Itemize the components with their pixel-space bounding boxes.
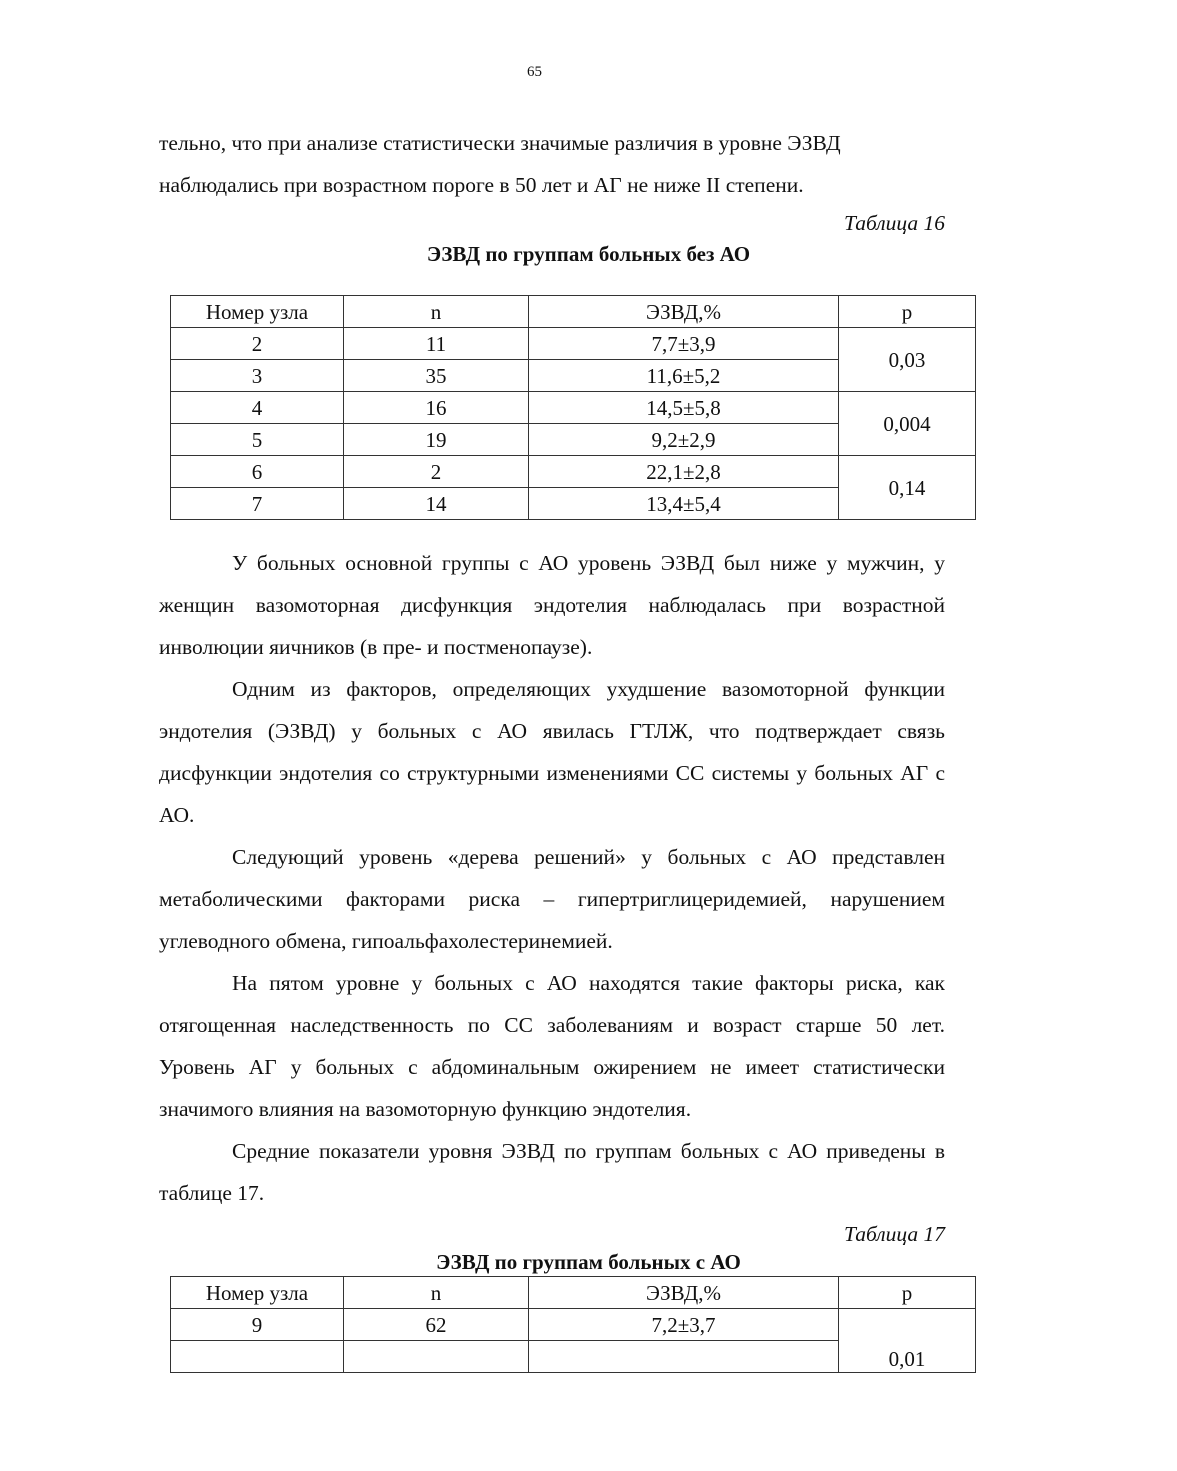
- node-cell: 2: [171, 328, 344, 360]
- table-row: [171, 328, 976, 360]
- intro-line: наблюдались при возрастном пороге в 50 лет и АГ не ниже II степени.: [159, 173, 804, 197]
- table-header-row: [171, 296, 976, 328]
- table17-label: Таблица 17: [844, 1222, 945, 1246]
- header-cell: p: [839, 1277, 976, 1309]
- n-cell: 14: [344, 488, 529, 520]
- header-cell: n: [344, 296, 529, 328]
- node-cell: 3: [171, 360, 344, 392]
- ezvd-cell: 7,2±3,7: [529, 1309, 839, 1341]
- header-cell: Номер узла: [171, 1277, 344, 1309]
- p-cell: 0,03: [839, 328, 976, 392]
- paragraph: Следующий уровень «дерева решений» у больных с АО представлен метаболическими факторами риска – гипертриглицеридемией, нарушением углеводного обмена, гипоальфахолестеринемией.: [159, 845, 945, 953]
- n-cell: 35: [344, 360, 529, 392]
- intro-line: тельно, что при анализе статистически значимые различия в уровне ЭЗВД: [159, 131, 841, 155]
- header-cell: ЭЗВД,%: [529, 296, 839, 328]
- table16-label: Таблица 16: [844, 211, 945, 235]
- node-cell: 9: [171, 1309, 344, 1341]
- table-row: [171, 456, 976, 488]
- node-cell: 4: [171, 392, 344, 424]
- table-header-row: [171, 1277, 976, 1309]
- table17-clip: [170, 1276, 976, 1371]
- table17-title: ЭЗВД по группам больных с АО: [436, 1250, 741, 1274]
- header-cell: Номер узла: [171, 296, 344, 328]
- table16-title: ЭЗВД по группам больных без АО: [426, 242, 751, 266]
- ezvd-cell: 11,6±5,2: [529, 360, 839, 392]
- table-row: [171, 1309, 976, 1341]
- ezvd-cell: 7,7±3,9: [529, 328, 839, 360]
- paragraph: На пятом уровне у больных с АО находятся такие факторы риска, как отягощенная наследственность по СС заболеваниям и возраст старше 50 лет. Уровень АГ у больных с абдоминальным ожирением не имеет статистически значимого влияния на вазомоторную функцию эндотелия.: [159, 971, 945, 1121]
- table16: [170, 295, 976, 520]
- paragraph: У больных основной группы с АО уровень ЭЗВД был ниже у мужчин, у женщин вазомоторная дисфункция эндотелия наблюдалась при возрастной инволюции яичников (в пре- и постменопаузе).: [159, 551, 945, 659]
- ezvd-cell: 14,5±5,8: [529, 392, 839, 424]
- p-cell: 0,01: [839, 1309, 976, 1373]
- p-cell: 0,14: [839, 456, 976, 520]
- paragraph: Одним из факторов, определяющих ухудшение вазомоторной функции эндотелия (ЭЗВД) у больных с АО явилась ГТЛЖ, что подтверждает связь дисфункции эндотелия со структурными изменениями СС системы у больных АГ с АО.: [159, 677, 945, 827]
- n-cell: 11: [344, 328, 529, 360]
- n-cell: 62: [344, 1309, 529, 1341]
- n-cell: 2: [344, 456, 529, 488]
- ezvd-cell: 9,2±2,9: [529, 424, 839, 456]
- ezvd-cell: 22,1±2,8: [529, 456, 839, 488]
- node-cell: 5: [171, 424, 344, 456]
- node-cell: 7: [171, 488, 344, 520]
- header-cell: n: [344, 1277, 529, 1309]
- ezvd-cell: 13,4±5,4: [529, 488, 839, 520]
- table-row: [171, 392, 976, 424]
- paragraph: Средние показатели уровня ЭЗВД по группам больных с АО приведены в таблице 17.: [159, 1139, 945, 1205]
- n-cell: 19: [344, 424, 529, 456]
- header-cell: ЭЗВД,%: [529, 1277, 839, 1309]
- intro-text: [159, 122, 945, 206]
- n-cell: 16: [344, 392, 529, 424]
- node-cell: 6: [171, 456, 344, 488]
- body-text: [159, 542, 945, 1214]
- page-number: 65: [527, 64, 542, 80]
- p-cell: 0,004: [839, 392, 976, 456]
- table17: [170, 1276, 976, 1373]
- header-cell: p: [839, 296, 976, 328]
